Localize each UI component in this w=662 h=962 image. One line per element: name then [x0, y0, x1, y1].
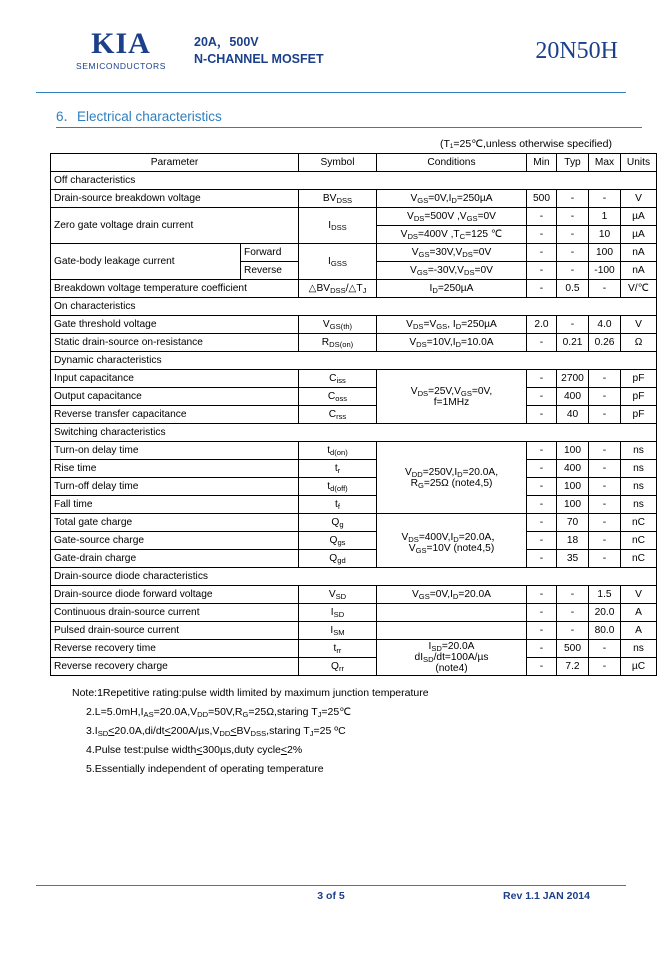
note-item: $2.L=5.0mH,I_{AS}=20.0A,V_{DD}=50V,R_G=25\Omega,staring$ $T_J=25℃$ [86, 706, 352, 719]
cell-parameter: Reverse recovery time [51, 640, 299, 658]
cell-max: - [589, 514, 621, 532]
cell-units: µC [621, 658, 657, 676]
cell-min: - [527, 262, 557, 280]
cell-typ: 40 [557, 406, 589, 424]
cell-typ: 0.5 [557, 280, 589, 298]
table-row [51, 388, 657, 406]
cell-min: - [527, 604, 557, 622]
cell-parameter: Output capacitance [51, 388, 299, 406]
cell-symbol: $I_{DSS}$ [299, 208, 377, 244]
cell-min: - [527, 496, 557, 514]
cell-max: - [589, 442, 621, 460]
cell-parameter-sub: Forward [241, 244, 299, 262]
cell-max: 4.0 [589, 316, 621, 334]
table-row [51, 478, 657, 496]
cell-units: pF [621, 406, 657, 424]
cell-symbol: $Q_{rr}$ [299, 658, 377, 676]
cell-units: µA [621, 226, 657, 244]
table-row [51, 622, 657, 640]
cell-typ: - [557, 244, 589, 262]
cell-max: 1.5 [589, 586, 621, 604]
table-row [51, 280, 657, 298]
cell-typ: 70 [557, 514, 589, 532]
table-row [51, 406, 657, 424]
cell-parameter: Drain-source breakdown voltage [51, 190, 299, 208]
cell-max: 80.0 [589, 622, 621, 640]
cell-units: V [621, 586, 657, 604]
cell-typ: 35 [557, 550, 589, 568]
table-row [51, 550, 657, 568]
note-item: $3.I_{SD}<20.0A,di/dt<200A/\mu s,V_{DD}<BV_{DSS},staring$ $T_J=25$ ºC [86, 725, 346, 738]
cell-conditions: $V_{GS}=0V,I_D=20.0A$ [377, 586, 527, 604]
page-number: 3 of 5 [317, 890, 345, 902]
header-cell-max: Max [589, 154, 621, 172]
part-number: 20N50H [535, 38, 618, 64]
cell-units: nA [621, 244, 657, 262]
cell-parameter-sub: Reverse [241, 262, 299, 280]
cell-units: nC [621, 532, 657, 550]
cell-symbol: $Q_g$ [299, 514, 377, 532]
cell-parameter: Turn-off delay time [51, 478, 299, 496]
cell-units: ns [621, 496, 657, 514]
cell-symbol: $\triangle BV_{DSS}/\triangle T_J$ [299, 280, 377, 298]
cell-typ: 100 [557, 442, 589, 460]
cell-symbol: $I_{GSS}$ [299, 244, 377, 280]
cell-max: -100 [589, 262, 621, 280]
cell-typ: 100 [557, 496, 589, 514]
cell-units: Ω [621, 334, 657, 352]
table-group-header: Off characteristics [51, 172, 657, 190]
cell-conditions: $V_{DS}=400V$ $,T_C=125$ ℃ [377, 226, 527, 244]
section-title: 6．Electrical characteristics [56, 109, 222, 124]
cell-typ: 18 [557, 532, 589, 550]
table-row [51, 640, 657, 658]
table-row [51, 334, 657, 352]
cell-max: 10 [589, 226, 621, 244]
cell-units: pF [621, 388, 657, 406]
table-group-header: Switching characteristics [51, 424, 657, 442]
cell-max: - [589, 532, 621, 550]
cell-max: 100 [589, 244, 621, 262]
cell-typ: - [557, 622, 589, 640]
cell-units: ns [621, 478, 657, 496]
cell-min: - [527, 280, 557, 298]
note-item: 5.Essentially independent of operating temperature [86, 763, 324, 775]
cell-symbol: $t_{d(off)}$ [299, 478, 377, 496]
page-footer [36, 885, 626, 904]
cell-parameter: Turn-on delay time [51, 442, 299, 460]
cell-units: nC [621, 550, 657, 568]
cell-parameter: Total gate charge [51, 514, 299, 532]
cell-parameter: Zero gate voltage drain current [51, 208, 299, 244]
cell-parameter: Pulsed drain-source current [51, 622, 299, 640]
cell-units: ns [621, 442, 657, 460]
cell-parameter: Gate-source charge [51, 532, 299, 550]
header-cell-typ: Typ [557, 154, 589, 172]
cell-parameter: Input capacitance [51, 370, 299, 388]
cell-parameter: Reverse transfer capacitance [51, 406, 299, 424]
cell-units: ns [621, 640, 657, 658]
cell-max: - [589, 388, 621, 406]
cell-min: - [527, 370, 557, 388]
cell-min: - [527, 226, 557, 244]
cell-min: - [527, 388, 557, 406]
cell-min: - [527, 460, 557, 478]
cell-parameter: Reverse recovery charge [51, 658, 299, 676]
cell-max: - [589, 496, 621, 514]
cell-units: V/℃ [621, 280, 657, 298]
cell-parameter: Gate-body leakage current [51, 244, 241, 280]
table-header-row [51, 154, 657, 172]
cell-symbol: $Q_{gs}$ [299, 532, 377, 550]
header-divider [36, 92, 626, 93]
footer-divider [36, 885, 626, 886]
cell-symbol: $t_r$ [299, 460, 377, 478]
logo-subtext: SEMICONDUCTORS [76, 61, 166, 71]
table-row [51, 442, 657, 460]
cell-min: - [527, 550, 557, 568]
logo-text: KIA [91, 27, 151, 60]
table-row [51, 316, 657, 334]
cell-min: - [527, 244, 557, 262]
table-row [51, 586, 657, 604]
cell-max: - [589, 406, 621, 424]
cell-conditions: $V_{DS}=10V,I_D=10.0A$ [377, 334, 527, 352]
cell-max: - [589, 280, 621, 298]
cell-parameter: Rise time [51, 460, 299, 478]
cell-conditions: $I_{SD}=20.0A$ $dI_{SD}/dt=100A/\mu s$ (note4) [377, 640, 527, 676]
cell-parameter: Continuous drain-source current [51, 604, 299, 622]
header-cell-min: Min [527, 154, 557, 172]
cell-typ: - [557, 208, 589, 226]
cell-conditions: $V_{DS}=400V,I_D=20.0A$， $V_{GS}=10V$ (note4,5) [377, 514, 527, 568]
table-row [51, 532, 657, 550]
table-row [51, 244, 657, 262]
cell-units: A [621, 604, 657, 622]
table-group-header: On characteristics [51, 298, 657, 316]
cell-units: V [621, 190, 657, 208]
cell-symbol: $t_{d(on)}$ [299, 442, 377, 460]
table-group-header: Drain-source diode characteristics [51, 568, 657, 586]
cell-conditions: $V_{GS}=0V,I_D=250\mu A$ [377, 190, 527, 208]
cell-parameter: Drain-source diode forward voltage [51, 586, 299, 604]
cell-max: - [589, 460, 621, 478]
test-condition-note: (T₁=25℃,unless otherwise specified) [439, 138, 612, 150]
table-row [51, 370, 657, 388]
table-row [51, 496, 657, 514]
cell-symbol: $Q_{gd}$ [299, 550, 377, 568]
cell-symbol: $C_{rss}$ [299, 406, 377, 424]
cell-conditions: $V_{DD}=250V,I_D=20.0A$, $R_G=25\Omega$ (note4,5) [377, 442, 527, 514]
header-cell-units: Units [621, 154, 657, 172]
header-cell-conditions: Conditions [377, 154, 527, 172]
table-row [51, 514, 657, 532]
cell-parameter: Gate-drain charge [51, 550, 299, 568]
cell-min: - [527, 334, 557, 352]
cell-max: 20.0 [589, 604, 621, 622]
cell-units: A [621, 622, 657, 640]
cell-max: - [589, 370, 621, 388]
cell-units: V [621, 316, 657, 334]
cell-symbol: $V_{SD}$ [299, 586, 377, 604]
cell-max: - [589, 658, 621, 676]
cell-min: - [527, 532, 557, 550]
cell-conditions: $V_{GS}=30V,V_{DS}=0V$ [377, 244, 527, 262]
table-row [51, 604, 657, 622]
cell-typ: - [557, 226, 589, 244]
cell-symbol: $t_{rr}$ [299, 640, 377, 658]
notes-list [72, 684, 626, 779]
cell-min: - [527, 442, 557, 460]
cell-typ: 400 [557, 460, 589, 478]
cell-typ: 2700 [557, 370, 589, 388]
cell-conditions: $I_D=250\mu A$ [377, 280, 527, 298]
cell-typ: - [557, 262, 589, 280]
table-row [51, 658, 657, 676]
cell-max: 1 [589, 208, 621, 226]
cell-typ: 7.2 [557, 658, 589, 676]
cell-max: - [589, 640, 621, 658]
cell-min: - [527, 514, 557, 532]
cell-symbol: $t_f$ [299, 496, 377, 514]
cell-min: - [527, 208, 557, 226]
cell-typ: 0.21 [557, 334, 589, 352]
page-header [36, 26, 626, 88]
table-row [51, 208, 657, 226]
cell-conditions: $V_{DS}=500V$ $,V_{GS}=0V$ [377, 208, 527, 226]
cell-conditions [377, 622, 527, 640]
part-rating-line1: 20A，500V [194, 35, 259, 49]
cell-parameter: Fall time [51, 496, 299, 514]
cell-min: - [527, 406, 557, 424]
cell-conditions: $V_{DS}=25V,V_{GS}=0V$, f=1MHz [377, 370, 527, 424]
cell-units: nA [621, 262, 657, 280]
part-rating [194, 34, 324, 68]
table-group-header: Dynamic characteristics [51, 352, 657, 370]
header-cell-parameter: Parameter [51, 154, 299, 172]
cell-typ: - [557, 604, 589, 622]
cell-symbol: $I_{SD}$ [299, 604, 377, 622]
section-title-rule [56, 127, 642, 128]
cell-units: nC [621, 514, 657, 532]
cell-units: pF [621, 370, 657, 388]
cell-max: - [589, 478, 621, 496]
cell-conditions [377, 604, 527, 622]
cell-typ: - [557, 586, 589, 604]
note-item: 4.Pulse test:pulse width<300µs,duty cycle<2% [86, 744, 303, 756]
cell-symbol: $V_{GS(th)}$ [299, 316, 377, 334]
header-cell-symbol: Symbol [299, 154, 377, 172]
electrical-characteristics-table [50, 153, 657, 676]
cell-typ: 400 [557, 388, 589, 406]
revision-label: Rev 1.1 JAN 2014 [503, 890, 590, 902]
cell-parameter: Gate threshold voltage [51, 316, 299, 334]
cell-min: 500 [527, 190, 557, 208]
cell-min: - [527, 658, 557, 676]
cell-min: - [527, 586, 557, 604]
cell-min: 2.0 [527, 316, 557, 334]
datasheet-page [0, 26, 662, 962]
cell-conditions: $V_{DS}=V_{GS}$, $I_D=250\mu A$ [377, 316, 527, 334]
company-logo [56, 28, 186, 71]
cell-max: - [589, 550, 621, 568]
cell-symbol: $R_{DS(on)}$ [299, 334, 377, 352]
note-item: Note:1Repetitive rating:pulse width limited by maximum junction temperature [72, 687, 429, 699]
cell-min: - [527, 478, 557, 496]
cell-conditions: $V_{GS}=-30V,V_{DS}=0V$ [377, 262, 527, 280]
table-row [51, 460, 657, 478]
cell-max: 0.26 [589, 334, 621, 352]
part-rating-line2: N-CHANNEL MOSFET [194, 52, 324, 66]
cell-symbol: $C_{oss}$ [299, 388, 377, 406]
cell-parameter: Static drain-source on-resistance [51, 334, 299, 352]
cell-symbol: $C_{iss}$ [299, 370, 377, 388]
cell-units: ns [621, 460, 657, 478]
table-row [51, 190, 657, 208]
cell-min: - [527, 640, 557, 658]
cell-typ: - [557, 190, 589, 208]
cell-symbol: $I_{SM}$ [299, 622, 377, 640]
cell-min: - [527, 622, 557, 640]
cell-parameter: Breakdown voltage temperature coefficient [51, 280, 299, 298]
cell-units: µA [621, 208, 657, 226]
cell-max: - [589, 190, 621, 208]
cell-typ: 100 [557, 478, 589, 496]
cell-symbol: $BV_{DSS}$ [299, 190, 377, 208]
cell-typ: 500 [557, 640, 589, 658]
cell-typ: - [557, 316, 589, 334]
